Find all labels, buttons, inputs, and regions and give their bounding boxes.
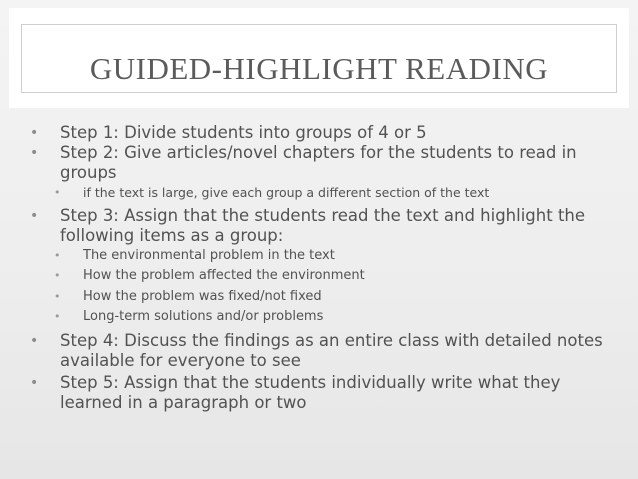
sub-bullet-icon: • bbox=[54, 269, 61, 282]
bullet-icon: • bbox=[30, 125, 39, 141]
step-3-sub-text: The environmental problem in the text bbox=[83, 247, 335, 263]
step-3-text: Step 3: Assign that the students read the text and highlight the following items as a group: bbox=[60, 205, 586, 245]
sub-bullet-icon: • bbox=[54, 186, 61, 199]
step-3-sub-bullet-3 bbox=[28, 287, 613, 308]
sub-bullet-icon: • bbox=[54, 289, 61, 303]
step-2-sub-bullet bbox=[28, 183, 613, 204]
step-3-bullet bbox=[28, 206, 613, 246]
step-2-text: Step 2: Give articles/novel chapters for the students to read in groups bbox=[60, 143, 577, 182]
step-3-sub-text: How the problem was fixed/not fixed bbox=[83, 288, 322, 304]
step-1-bullet bbox=[28, 123, 613, 143]
step-3-sub-bullet-1 bbox=[28, 246, 613, 267]
step-5-bullet bbox=[28, 373, 613, 413]
step-4-bullet bbox=[28, 331, 613, 371]
bullet-icon: • bbox=[30, 374, 39, 391]
sub-bullet-icon: • bbox=[54, 310, 61, 323]
bullet-icon: • bbox=[30, 207, 39, 224]
step-1-text: Step 1: Divide students into groups of 4 or 5 bbox=[60, 123, 427, 142]
step-5-text: Step 5: Assign that the students individually write what they learned in a paragraph or two bbox=[60, 372, 561, 412]
step-3-sub-bullet-2 bbox=[28, 266, 613, 287]
step-3-sub-bullet-4 bbox=[28, 307, 613, 328]
step-2-bullet bbox=[28, 143, 613, 183]
step-4-text: Step 4: Discuss the findings as an entire class with detailed notes available for everyone to see bbox=[60, 330, 603, 370]
sub-bullet-icon: • bbox=[54, 248, 61, 262]
bullet-icon: • bbox=[30, 145, 39, 161]
bullet-list bbox=[28, 123, 613, 413]
step-3-sub-text: How the problem affected the environment bbox=[83, 268, 365, 283]
step-3-sub-text: Long-term solutions and/or problems bbox=[83, 309, 324, 324]
step-2-sub-text: if the text is large, give each group a different section of the text bbox=[83, 185, 490, 200]
bullet-icon: • bbox=[30, 332, 39, 349]
slide-title: GUIDED-HIGHLIGHT READING bbox=[89, 51, 549, 86]
